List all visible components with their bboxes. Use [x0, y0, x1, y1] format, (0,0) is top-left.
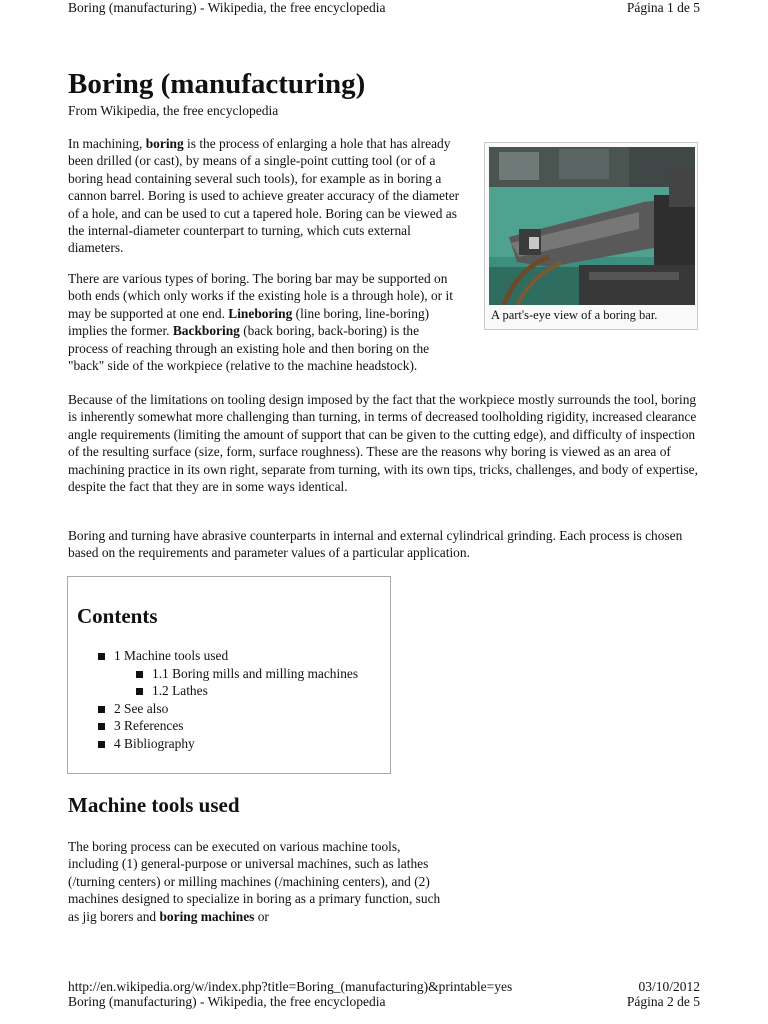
text-run: (back boring, back-boring) is the process of reaching through an existing hole and then boring on the "back" side of the workpiece (relative to the machine headstock). [68, 323, 430, 374]
toc-item-label[interactable]: 3 References [114, 718, 184, 734]
text-run: is the process of enlarging a hole that has already been drilled (or cast), by means of a single-point cutting tool (or of a boring head containing several such tools), for example as in boring a cannon barrel. Boring is used to achieve greater accuracy of the diameter of a hole, and can be used to cut a tapered hole. Boring can be viewed as the internal-diameter counterpart to turning, which cuts external diameters. [68, 136, 460, 256]
text-run: The boring process can be executed on various machine tools, including (1) general-purpose or universal machines, such as lathes (/turning centers) or milling machines (/machining centers), and (2) machines designed to specialize in boring as a primary function, such as jig borers and [68, 839, 441, 924]
bullet-square-icon [136, 688, 143, 695]
footer-date: 03/10/2012 [638, 979, 700, 994]
text-run: or [254, 908, 269, 924]
machine-tools-paragraph [68, 838, 442, 925]
page-title: Boring (manufacturing) [68, 68, 366, 100]
table-of-contents [67, 576, 391, 774]
page-subtitle: From Wikipedia, the free encyclopedia [68, 103, 279, 118]
bullet-square-icon [98, 653, 105, 660]
bullet-square-icon [98, 741, 105, 748]
print-header-page: Página 1 de 5 [626, 0, 700, 15]
bullet-square-icon [136, 671, 143, 678]
footer-url: http://en.wikipedia.org/w/index.php?title=Boring_(manufacturing)&printable=yes [68, 979, 513, 994]
toc-title: Contents [77, 604, 158, 628]
float-spacer [454, 270, 700, 350]
toc-subitem[interactable] [136, 682, 358, 700]
footer-next-page: Página 2 de 5 [626, 994, 700, 1009]
term-boring-machines: boring machines [159, 908, 255, 924]
toc-item-label[interactable]: 1 Machine tools used [114, 648, 229, 663]
intro-paragraph [68, 135, 468, 257]
print-header-title: Boring (manufacturing) - Wikipedia, the free encyclopedia [68, 0, 386, 15]
section-heading-machine-tools: Machine tools used [68, 793, 240, 817]
toc-item-label[interactable]: 4 Bibliography [114, 735, 195, 751]
toc-item-label[interactable]: 1.1 Boring mills and milling machines [152, 665, 359, 681]
term-lineboring: Lineboring [228, 305, 293, 321]
text-run: In machining, [68, 136, 146, 151]
types-paragraph [68, 270, 700, 374]
text-run: (line boring, line-boring) implies the former. [68, 305, 430, 339]
text-run: There are various types of boring. The boring bar may be supported on both ends (which only works if the existing hole is a through hole), or it may be supported at one end. [68, 271, 453, 321]
term-boring: boring [145, 136, 184, 151]
toc-item-label[interactable]: 1.2 Lathes [152, 683, 208, 699]
toc-item[interactable] [98, 717, 358, 735]
bullet-square-icon [98, 706, 105, 713]
toc-item[interactable] [98, 647, 358, 665]
toc-list [98, 647, 358, 753]
toc-subitem[interactable] [136, 665, 358, 683]
term-backboring: Backboring [172, 323, 240, 339]
limitations-paragraph: Because of the limitations on tooling design imposed by the fact that the workpiece mostly surrounds the tool, boring is inherently somewhat more challenging than turning, in terms of decreased toolholding rigidity, increased clearance angle requirements (limiting the amount of support that can be given to the cutting edge), and difficulty of inspection of the resulting surface (size, form, surface roughness). These are the reasons why boring is viewed as an area of machining practice in its own right, separate from turning, with its own tips, tricks, challenges, and body of expertise, despite the fact that they are in some ways identical. [68, 392, 698, 495]
grinding-paragraph: Boring and turning have abrasive counterparts in internal and external cylindrical grinding. Each process is chosen based on the requirements and parameter values of a particular application. [68, 528, 683, 561]
bullet-square-icon [98, 723, 105, 730]
toc-item[interactable] [98, 700, 358, 718]
toc-item-label[interactable]: 2 See also [114, 700, 169, 716]
toc-item[interactable] [98, 735, 358, 753]
footer-next-title: Boring (manufacturing) - Wikipedia, the free encyclopedia [68, 994, 386, 1009]
figure-caption: A part's-eye view of a boring bar. [491, 308, 658, 322]
